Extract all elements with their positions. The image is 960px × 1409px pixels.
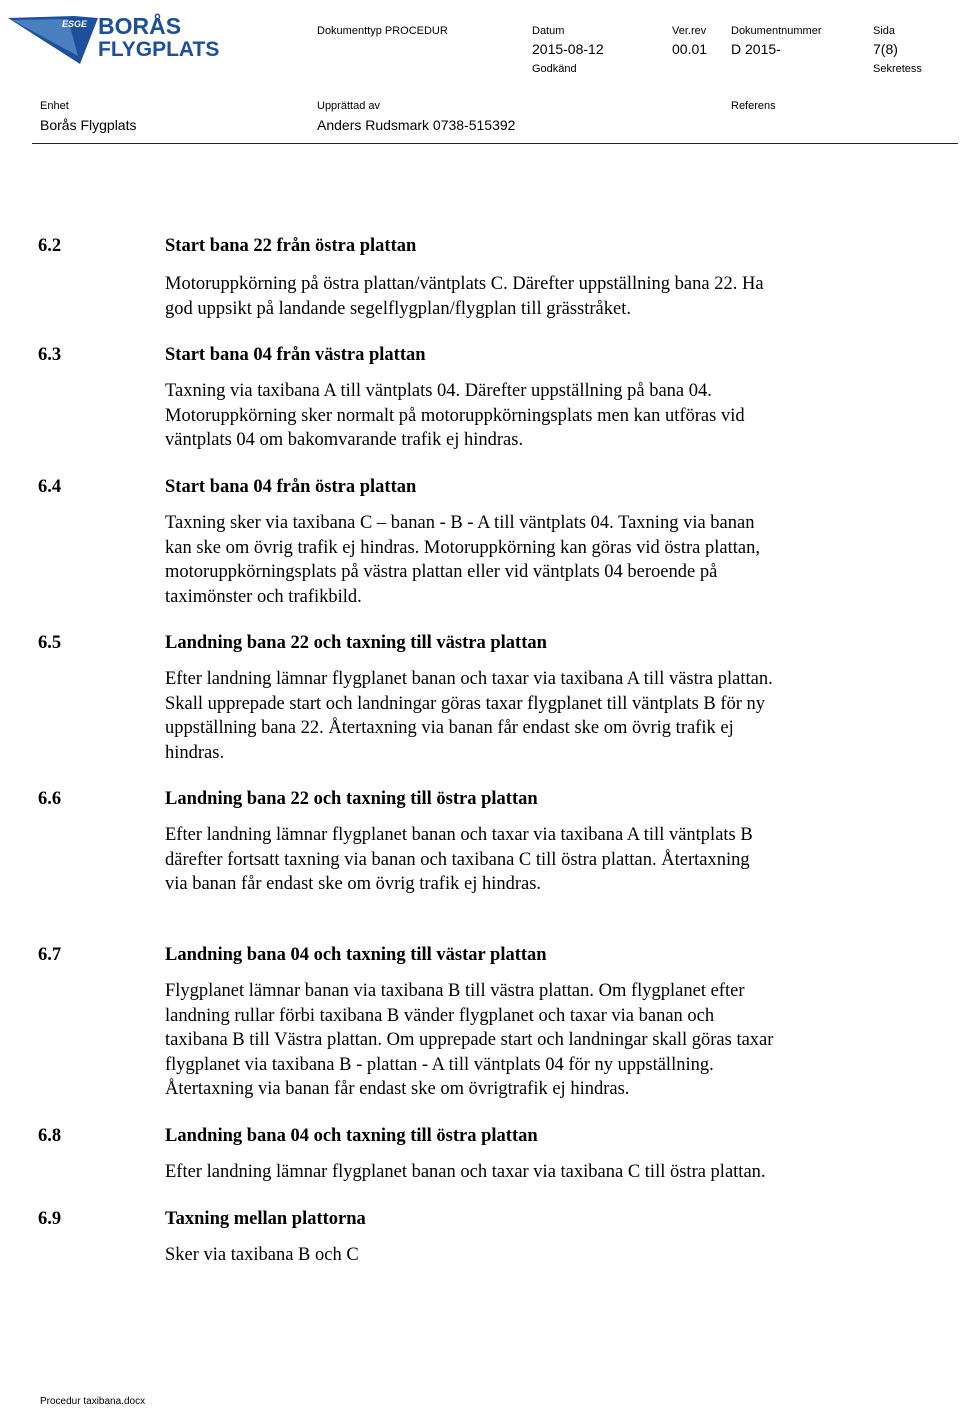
logo-badge: ESGE xyxy=(62,19,88,29)
logo-graphic xyxy=(6,4,220,70)
body-line: Motoruppkörning på östra plattan/väntplats C. Därefter uppställning bana 22. Ha xyxy=(165,274,764,294)
approved-label: Godkänd xyxy=(532,63,577,75)
body-line: Sker via taxibana B och C xyxy=(165,1245,359,1265)
body-line: Motoruppkörning sker normalt på motoruppkörningsplats men kan utföras vid xyxy=(165,405,745,426)
body-line: Taxning sker via taxibana C – banan - B - A till väntplats 04. Taxning via banan xyxy=(165,513,755,533)
section-number: 6.2 xyxy=(38,236,62,256)
docnum-value: D 2015- xyxy=(731,41,781,57)
section-number: 6.4 xyxy=(38,477,62,497)
section-title: Start bana 04 från östra plattan xyxy=(165,477,417,497)
body-line: Återtaxning via banan får endast ske om övrigtrafik ej hindras. xyxy=(165,1079,630,1099)
footer-filename: Procedur taxibana.docx xyxy=(40,1396,146,1407)
body-line: uppställning bana 22. Återtaxning via banan får endast ske om övrig trafik ej xyxy=(165,718,734,738)
borås-flygplats-logo xyxy=(6,4,220,70)
section-body xyxy=(165,511,760,609)
section-title: Start bana 04 från västra plattan xyxy=(165,345,426,365)
section-number: 6.3 xyxy=(38,345,62,365)
section-body xyxy=(165,379,745,453)
section-title: Taxning mellan plattorna xyxy=(165,1209,366,1229)
doc-type-label: Dokumenttyp PROCEDUR xyxy=(317,25,448,37)
body-line: Efter landning lämnar flygplanet banan och taxar via taxibana C till östra plattan. xyxy=(165,1162,766,1182)
section-title: Start bana 22 från östra plattan xyxy=(165,236,417,256)
body-line: taxibana B till Västra plattan. Om upprepade start och landningar skall göras taxar xyxy=(165,1030,774,1050)
body-line: motoruppkörningsplats på västra plattan eller vid väntplats 04 beroende på xyxy=(165,562,718,582)
section-body xyxy=(165,1243,359,1268)
section-number: 6.6 xyxy=(38,789,62,809)
section-title: Landning bana 22 och taxning till östra plattan xyxy=(165,789,538,809)
body-line: därefter fortsatt taxning via banan och taxibana C till östra plattan. Återtaxning xyxy=(165,849,750,870)
docnum-label: Dokumentnummer xyxy=(731,25,822,37)
section-body xyxy=(165,823,753,897)
section-body xyxy=(165,667,773,765)
secrecy-label: Sekretess xyxy=(873,63,922,75)
body-line: flygplanet via taxibana B - plattan - A till väntplats 04 för ny uppställning. xyxy=(165,1054,714,1075)
unit-label: Enhet xyxy=(40,100,69,112)
section-number: 6.5 xyxy=(38,633,62,653)
header-divider xyxy=(32,143,958,144)
body-line: hindras. xyxy=(165,742,225,763)
section-title: Landning bana 04 och taxning till västar plattan xyxy=(165,945,547,965)
page-label: Sida xyxy=(873,25,896,37)
body-line: taximönster och trafikbild. xyxy=(165,586,362,607)
body-line: väntplats 04 om bakomvarande trafik ej hindras. xyxy=(165,430,524,450)
section-body xyxy=(165,979,773,1102)
date-label: Datum xyxy=(532,25,565,37)
body-line: Skall upprepade start och landningar göras taxar flygplanet till väntplats B för ny xyxy=(165,693,766,714)
body-line: landning rullar förbi taxibana B vänder flygplanet och taxar via banan och xyxy=(165,1005,715,1026)
section-number: 6.7 xyxy=(38,945,62,965)
date-value: 2015-08-12 xyxy=(532,41,604,57)
body-line: god uppsikt på landande segelflygplan/flygplan till grässtråket. xyxy=(165,298,631,319)
section-number: 6.9 xyxy=(38,1209,62,1229)
body-line: Flygplanet lämnar banan via taxibana B till västra plattan. Om flygplanet efter xyxy=(165,981,745,1001)
section-number: 6.8 xyxy=(38,1126,62,1146)
logo-text-top: BORÅS xyxy=(98,13,182,39)
section-body xyxy=(165,1160,766,1185)
prepared-label: Upprättad av xyxy=(317,100,380,112)
reference-label: Referens xyxy=(731,100,776,112)
section-title: Landning bana 04 och taxning till östra plattan xyxy=(165,1126,538,1146)
section-title: Landning bana 22 och taxning till västra plattan xyxy=(165,633,547,653)
section-body xyxy=(165,272,764,321)
logo-text-bottom: FLYGPLATS xyxy=(98,38,220,61)
body-line: Taxning via taxibana A till väntplats 04. Därefter uppställning på bana 04. xyxy=(165,381,712,401)
prepared-value: Anders Rudsmark 0738-515392 xyxy=(317,117,516,133)
body-line: Efter landning lämnar flygplanet banan och taxar via taxibana A till väntplats B xyxy=(165,825,753,845)
unit-value: Borås Flygplats xyxy=(40,117,137,133)
version-value: 00.01 xyxy=(672,41,708,57)
page-value: 7(8) xyxy=(873,41,898,57)
body-line: kan ske om övrig trafik ej hindras. Motoruppkörning kan göras vid östra plattan, xyxy=(165,537,760,558)
version-label: Ver.rev xyxy=(672,25,707,37)
body-line: Efter landning lämnar flygplanet banan och taxar via taxibana A till västra plattan. xyxy=(165,669,773,689)
body-line: via banan får endast ske om övrig trafik ej hindras. xyxy=(165,874,542,894)
